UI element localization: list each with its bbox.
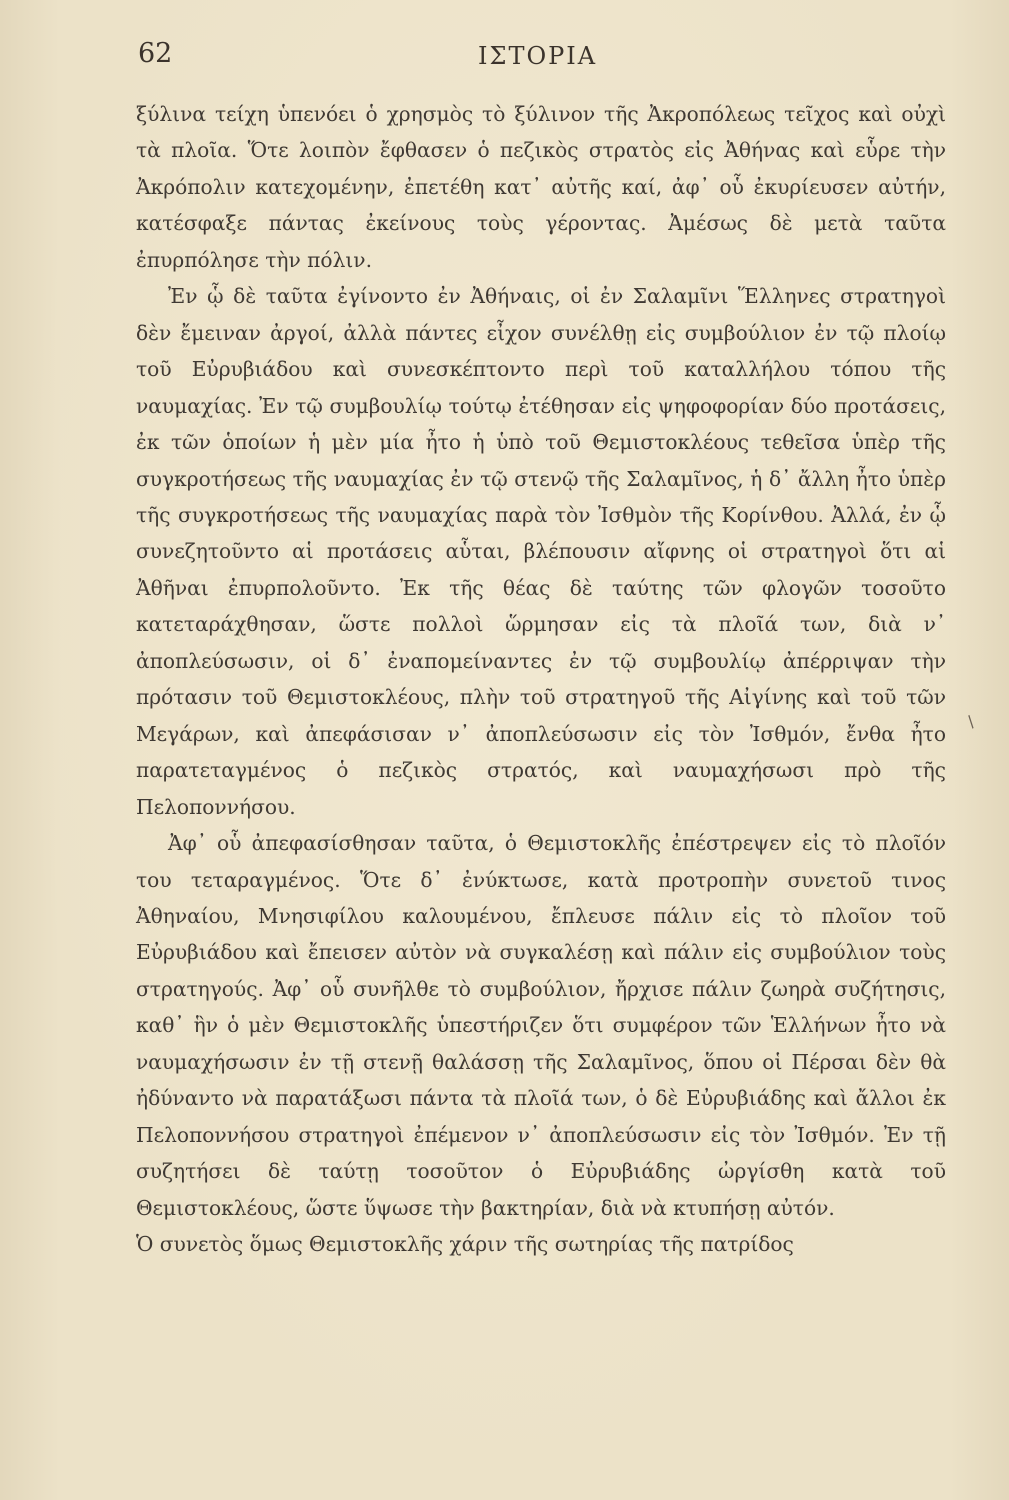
page-header <box>138 38 938 78</box>
page-number: 62 <box>138 38 173 69</box>
running-title: ΙΣΤΟΡΙΑ <box>478 42 598 70</box>
paragraph-1: ξύλινα τείχη ὑπενόει ὁ χρησμὸς τὸ ξύλινον τῆς Ἀκροπόλεως τεῖχος καὶ οὐχὶ τὰ πλοῖα. Ὅτε λοιπὸν ἔφθασεν ὁ πεζικὸς στρατὸς εἰς Ἀθήνας καὶ εὗρε τὴν Ἀκρόπολιν κατεχομένην, ἐπετέθη κατ᾽ αὐτῆς καί, ἀφ᾽ οὗ ἐκυρίευσεν αὐτήν, κατέσφαξε πάντας ἐκείνους τοὺς γέροντας. Ἀμέσως δὲ μετὰ ταῦτα ἐπυρπόλησε τὴν πόλιν. <box>136 102 946 272</box>
paragraph-3: Ἀφ᾽ οὗ ἀπεφασίσθησαν ταῦτα, ὁ Θεμιστοκλῆς ἐπέστρεψεν εἰς τὸ πλοῖόν του τεταραγμένος. Ὅτε δ᾽ ἐνύκτωσε, κατὰ προτροπὴν συνετοῦ τινος Ἀθηναίου, Μνησιφίλου καλουμένου, ἔπλευσε πάλιν εἰς τὸ πλοῖον τοῦ Εὐρυβιάδου καὶ ἔπεισεν αὐτὸν νὰ συγκαλέσῃ καὶ πάλιν εἰς συμβούλιον τοὺς στρατηγούς. Ἀφ᾽ οὗ συνῆλθε τὸ συμβούλιον, ἤρχισε πάλιν ζωηρὰ συζήτησις, καθ᾽ ἣν ὁ μὲν Θεμιστοκλῆς ὑπεστήριζεν ὅτι συμφέρον τῶν Ἑλλήνων ἦτο νὰ ναυμαχήσωσιν ἐν τῇ στενῇ θαλάσσῃ τῆς Σαλαμῖνος, ὅπου οἱ Πέρσαι δὲν θὰ ἠδύναντο νὰ παρατάξωσι πάντα τὰ πλοῖά των, ὁ δὲ Εὐρυβιάδης καὶ ἄλλοι ἐκ Πελοποννήσου στρατηγοὶ ἐπέμενον ν᾽ ἀποπλεύσωσιν εἰς τὸν Ἰσθμόν. Ἐν τῇ συζητήσει δὲ ταύτῃ τοσοῦτον ὁ Εὐρυβιάδης ὠργίσθη κατὰ τοῦ Θεμιστοκλέους, ὥστε ὕψωσε τὴν βακτηρίαν, διὰ νὰ κτυπήσῃ αὐτόν. <box>136 831 946 1220</box>
margin-pencil-mark: / <box>963 712 979 731</box>
body-text <box>136 96 946 1263</box>
paragraph-2: Ἐν ᾧ δὲ ταῦτα ἐγίνοντο ἐν Ἀθήναις, οἱ ἐν Σαλαμῖνι Ἕλληνες στρατηγοὶ δὲν ἔμειναν ἀργοί, ἀλλὰ πάντες εἶχον συνέλθῃ εἰς συμβούλιον ἐν τῷ πλοίῳ τοῦ Εὐρυβιάδου καὶ συνεσκέπτοντο περὶ τοῦ καταλλήλου τόπου τῆς ναυμαχίας. Ἐν τῷ συμβουλίῳ τούτῳ ἐτέθησαν εἰς ψηφοφορίαν δύο προτάσεις, ἐκ τῶν ὁποίων ἡ μὲν μία ἦτο ἡ ὑπὸ τοῦ Θεμιστοκλέους τεθεῖσα ὑπὲρ τῆς συγκροτήσεως τῆς ναυμαχίας ἐν τῷ στενῷ τῆς Σαλαμῖνος, ἡ δ᾽ ἄλλη ἦτο ὑπὲρ τῆς συγκροτήσεως τῆς ναυμαχίας παρὰ τὸν Ἰσθμὸν τῆς Κορίνθου. Ἀλλά, ἐν ᾧ συνεζητοῦντο αἱ προτάσεις αὗται, βλέπουσιν αἴφνης οἱ στρατηγοὶ ὅτι αἱ Ἀθῆναι ἐπυρπολοῦντο. Ἐκ τῆς θέας δὲ ταύτης τῶν φλογῶν τοσοῦτο κατεταράχθησαν, ὥστε πολλοὶ ὥρμησαν εἰς τὰ πλοῖά των, διὰ ν᾽ ἀποπλεύσωσιν, οἱ δ᾽ ἐναπομείναντες ἐν τῷ συμβουλίῳ ἀπέρριψαν τὴν πρότασιν τοῦ Θεμιστοκλέους, πλὴν τοῦ στρατηγοῦ τῆς Αἰγίνης καὶ τοῦ τῶν Μεγάρων, καὶ ἀπεφάσισαν ν᾽ ἀποπλεύσωσιν εἰς τὸν Ἰσθμόν, ἔνθα ἦτο παρατεταγμένος ὁ πεζικὸς στρατός, καὶ ναυμαχήσωσι πρὸ τῆς Πελοποννήσου. <box>136 284 946 819</box>
paragraph-4: Ὁ συνετὸς ὅμως Θεμιστοκλῆς χάριν τῆς σωτηρίας τῆς πατρίδος <box>136 1232 794 1257</box>
